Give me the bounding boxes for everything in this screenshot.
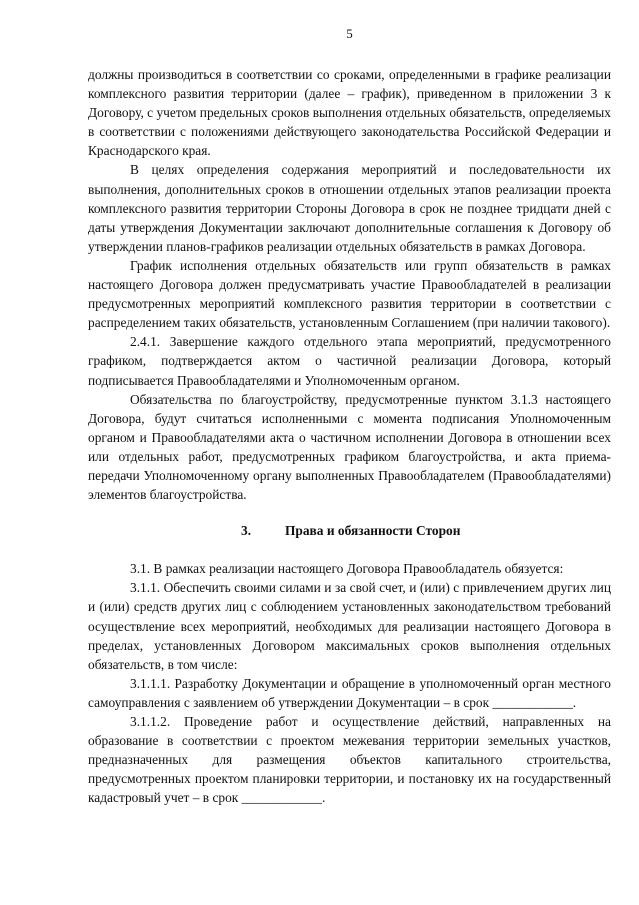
section-title: Права и обязанности Сторон [285, 523, 461, 539]
paragraph-obligation-schedule: График исполнения отдельных обязательств или групп обязательств в рамках настоящего Договора должен предусматривать участие Правообладателей в реализации предусмотренных мероприятий комплексного развития территории в соответствии с распределением таких обязательств, установленным Соглашением (при наличии такового). [88, 257, 611, 331]
paragraph-clause-2-4-1: 2.4.1. Завершение каждого отдельного этапа мероприятий, предусмотренного графиком, подтверждается актом о частичной реализации Договора, который подписывается Правообладателями и Уполномоченным органом. [88, 334, 611, 388]
paragraph-clause-3-1: 3.1. В рамках реализации настоящего Договора Правообладатель обязуется: [130, 561, 564, 577]
paragraph-clause-3-1-1: 3.1.1. Обеспечить своими силами и за свой счет, и (или) с привлечением других лиц и (или) средств других лиц с соблюдением установленных законодательством требований осуществление всех мероприятий, необходимых для реализации настоящего Договора в пределах, установленных Договором максимальных сроков выполнения отдельных обязательств, в том числе: [88, 580, 611, 672]
paragraph-additional-agreements: В целях определения содержания мероприятий и последовательности их выполнения, дополнительных сроков в отношении отдельных этапов реализации проекта комплексного развития территории Стороны Договора в срок не позднее тридцати дней с даты утверждения Документации заключают дополнительные соглашения к Договору об утверждении планов-графиков реализации отдельных обязательств в рамках Договора. [88, 162, 611, 254]
section-number: 3. [241, 523, 252, 539]
paragraph-landscaping-obligations: Обязательства по благоустройству, предусмотренные пунктом 3.1.3 настоящего Договора, будут считаться исполненными с момента подписания Уполномоченным органом и Правообладателями акта о частичном исполнении Договора в отношении всех или отдельных работ, предусмотренных графиком благоустройства, и акта приема-передачи Уполномоченному органу выполненных Правообладателем (Правообладателями) элементов благоустройства. [88, 391, 611, 503]
page-number: 5 [346, 26, 353, 41]
paragraph-clause-3-1-1-1: 3.1.1.1. Разработку Документации и обращение в уполномоченный орган местного самоуправления с заявлением об утверждении Документации – в срок ____________. [88, 675, 611, 710]
paragraph-clause-3-1-1-2: 3.1.1.2. Проведение работ и осуществление действий, направленных на образование в соответствии с проектом межевания территории земельных участков, предназначенных для размещения объектов капитального строительства, предусмотренных проектом планировки территории, и постановку их на государственный кадастровый учет – в срок ____________. [88, 714, 611, 806]
section-heading [88, 521, 611, 540]
document-page [88, 26, 611, 807]
paragraph-deadlines-schedule: должны производиться в соответствии со сроками, определенными в графике реализации комплексного развития территории (далее – график), приведенном в приложении 3 к Договору, с учетом предельных сроков выполнения отдельных обязательств, определяемых в соответствии с положениями действующего законодательства Российской Федерации и Краснодарского края. [88, 67, 611, 159]
